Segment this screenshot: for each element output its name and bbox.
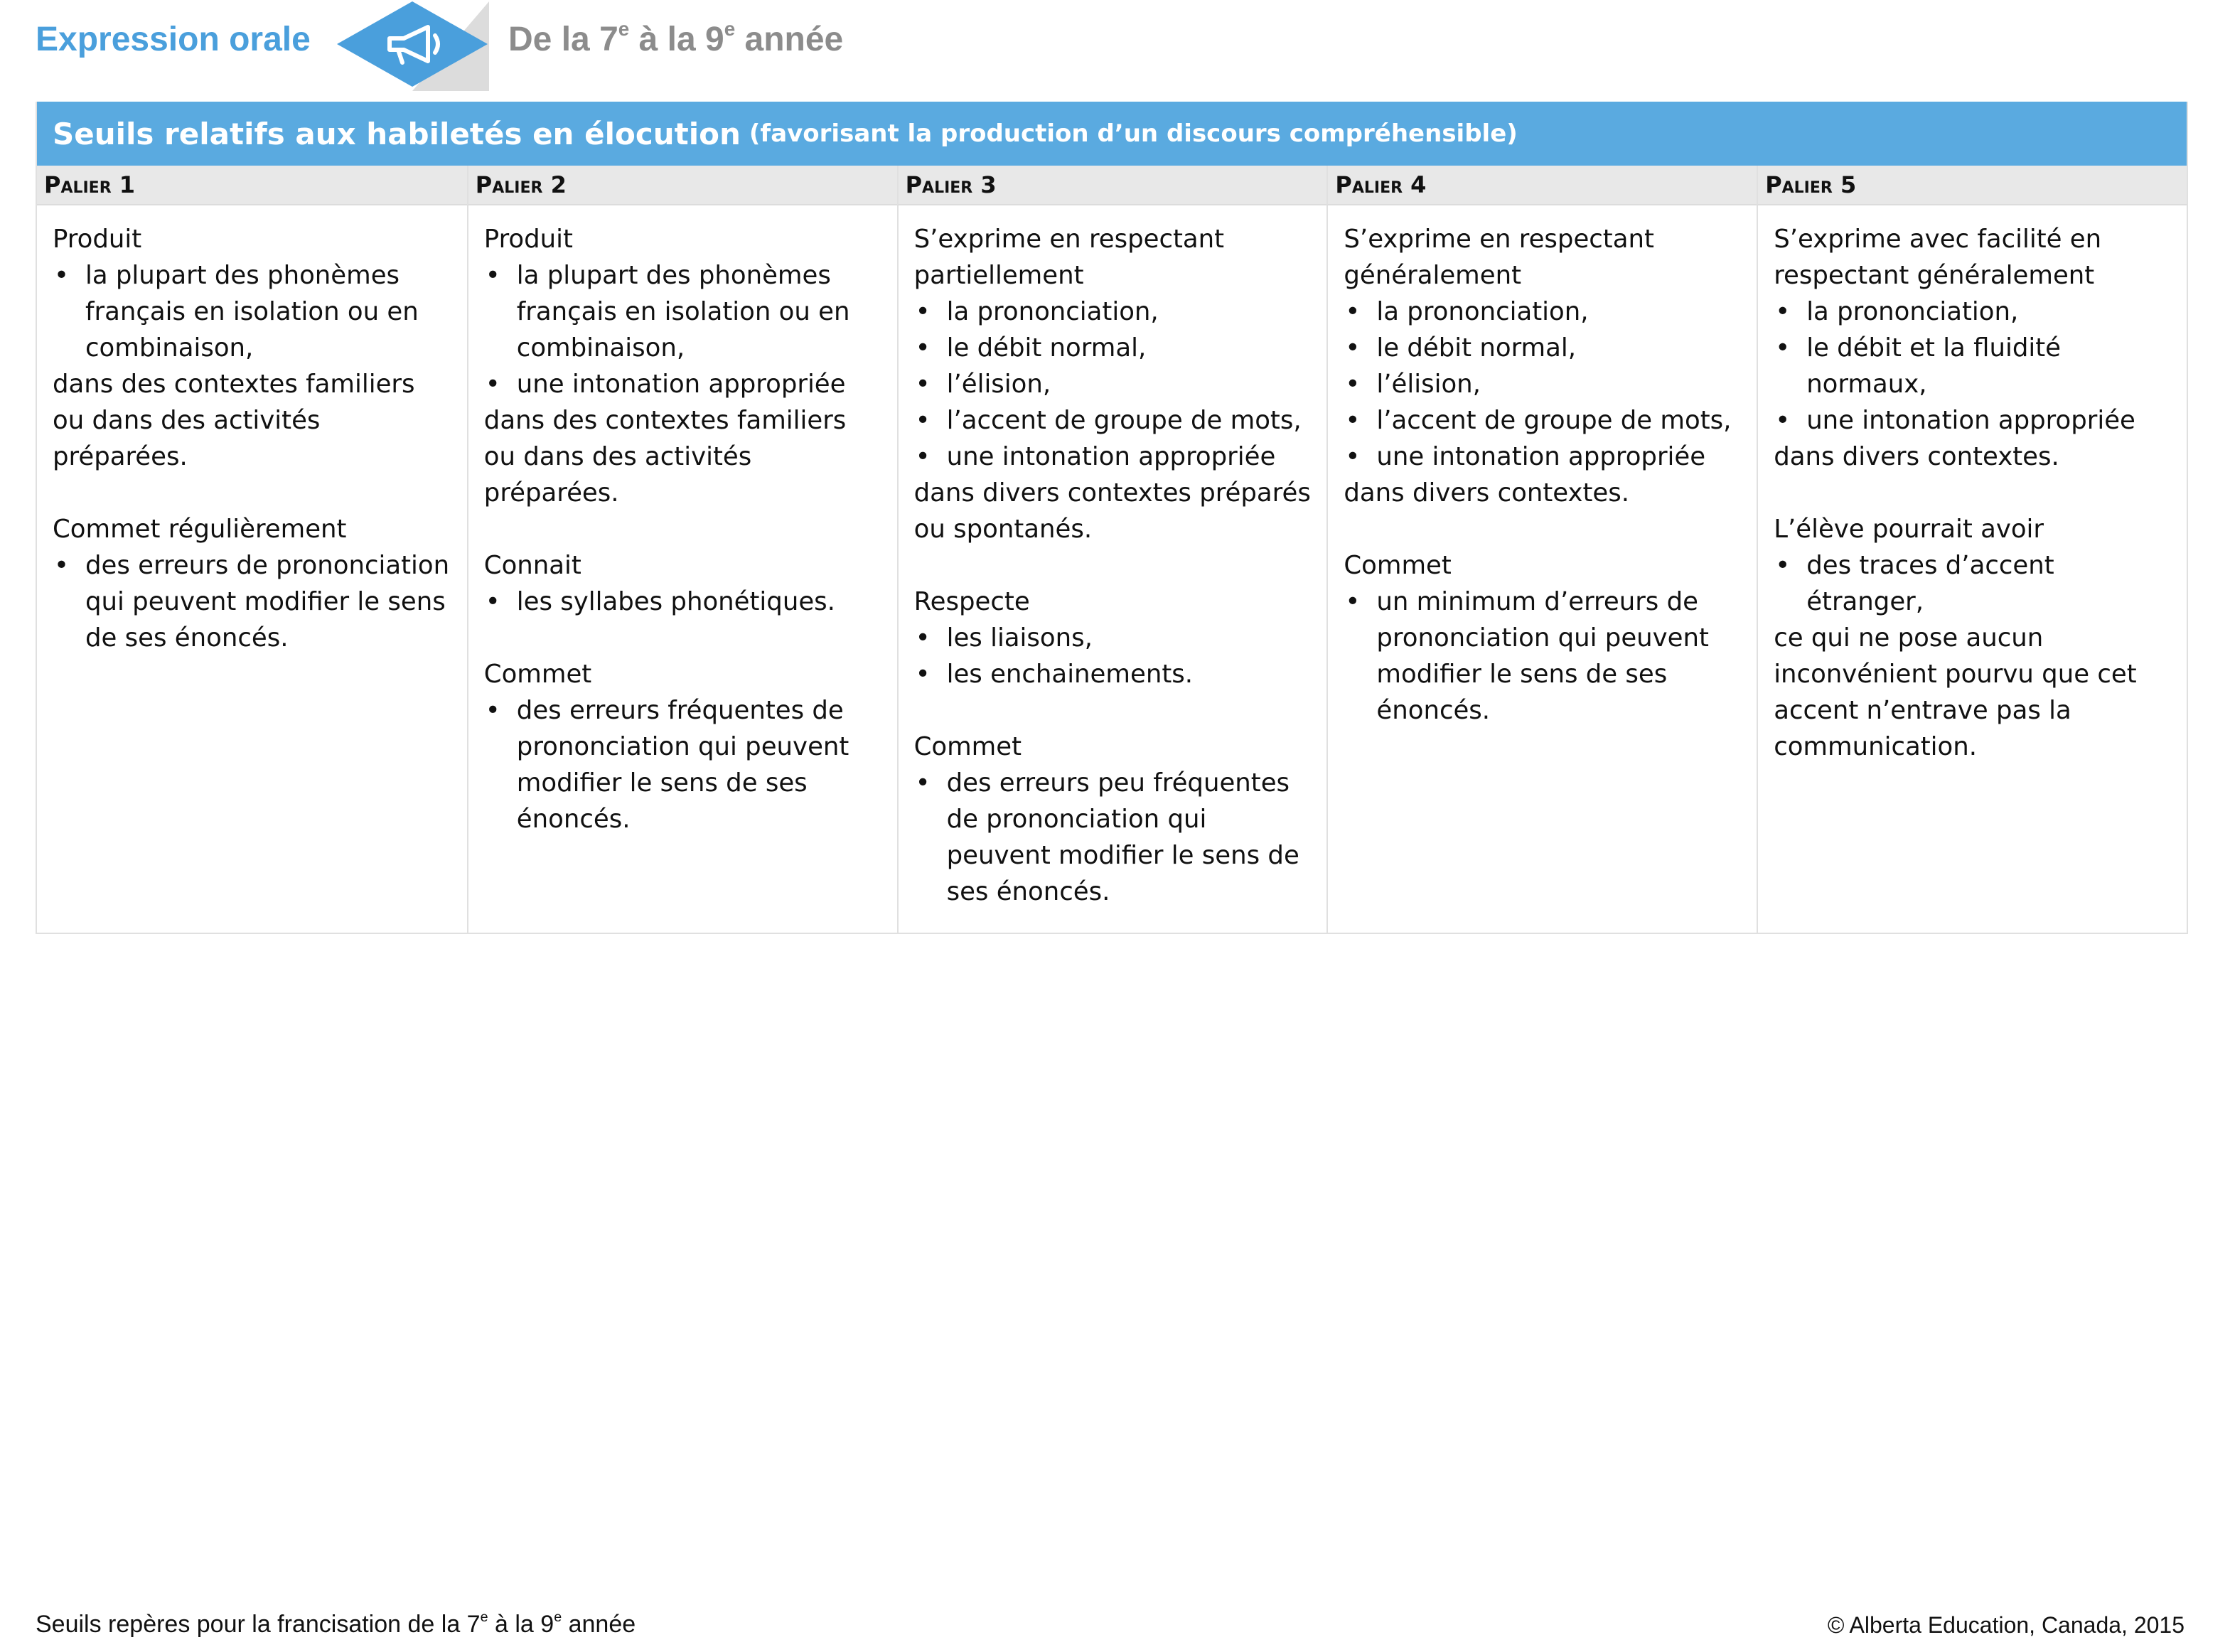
block-intro: Connait <box>483 551 581 580</box>
block-intro: Commet <box>913 732 1022 761</box>
column-header-palier-2: Palier 2 <box>467 166 897 205</box>
list-item: • des erreurs fréquentes de prononciation qui peuvent modifier le sens de ses énoncés. <box>484 692 883 837</box>
megaphone-icon <box>337 1 491 91</box>
list-item: • une intonation appropriée <box>1344 439 1742 475</box>
banner-subtitle: (favorisant la production d’un discours compréhensible) <box>749 119 1518 148</box>
block-outro: dans divers contextes préparés ou spontanés. <box>913 478 1311 544</box>
block-intro: Produit <box>53 225 142 254</box>
list-item: • la prononciation, <box>914 294 1313 330</box>
list-item: • la prononciation, <box>1344 294 1742 330</box>
column-body-palier-4 <box>1326 205 1757 933</box>
column-header-palier-4: Palier 4 <box>1326 166 1757 205</box>
list-item: • la prononciation, <box>1774 294 2172 330</box>
list-item: • les liaisons, <box>914 620 1313 656</box>
column-header-palier-5: Palier 5 <box>1757 166 2187 205</box>
block-outro: dans des contextes familiers ou dans des activités préparées. <box>53 370 415 471</box>
list-item: • une intonation appropriée <box>1774 402 2172 439</box>
bullet-list <box>53 257 453 366</box>
bullet-list <box>1774 294 2172 439</box>
section-title: Expression orale <box>36 21 311 58</box>
bullet-list <box>914 294 1313 475</box>
column-body-palier-3 <box>897 205 1327 933</box>
block-intro: Respecte <box>913 587 1030 616</box>
list-item: • le débit normal, <box>1344 330 1742 366</box>
list-item: • l’accent de groupe de mots, <box>914 402 1313 439</box>
list-item: • des erreurs peu fréquentes de prononciation qui peuvent modifier le sens de ses énoncés. <box>914 765 1313 910</box>
bullet-list <box>914 765 1313 910</box>
column-header-palier-3: Palier 3 <box>897 166 1327 205</box>
block-intro: Commet <box>1344 551 1452 580</box>
list-item: • une intonation appropriée <box>914 439 1313 475</box>
block-outro: dans divers contextes. <box>1344 478 1630 508</box>
block-intro: L’élève pourrait avoir <box>1774 515 2044 544</box>
bullet-list <box>1344 294 1742 475</box>
bullet-list <box>484 692 883 837</box>
bullet-list <box>1774 547 2172 620</box>
bullet-list <box>53 547 453 656</box>
footer-document-title: Seuils repères pour la francisation de la 7e à la 9e année <box>36 1609 636 1638</box>
block-intro: S’exprime en respectant généralement <box>1344 225 1654 290</box>
bullet-list <box>1344 584 1742 729</box>
list-item: • les syllabes phonétiques. <box>484 584 883 620</box>
bullet-list <box>914 620 1313 692</box>
column-body-palier-1 <box>37 205 467 933</box>
footer-copyright: © Alberta Education, Canada, 2015 <box>1827 1612 2185 1638</box>
list-item: • une intonation appropriée <box>484 366 883 402</box>
list-item: • l’élision, <box>914 366 1313 402</box>
bullet-list <box>484 584 883 620</box>
block-outro: ce qui ne pose aucun inconvénient pourvu que cet accent n’entrave pas la communication. <box>1774 623 2137 761</box>
banner-title: Seuils relatifs aux habiletés en élocution <box>53 116 741 151</box>
column-body-row <box>37 205 2187 933</box>
list-item: • l’élision, <box>1344 366 1742 402</box>
block-intro: S’exprime avec facilité en respectant généralement <box>1774 225 2102 290</box>
list-item: • des erreurs de prononciation qui peuvent modifier le sens de ses énoncés. <box>53 547 453 656</box>
block-outro: dans des contextes familiers ou dans des activités préparées. <box>483 406 847 508</box>
column-body-palier-2 <box>467 205 897 933</box>
block-intro: Commet régulièrement <box>53 515 347 544</box>
list-item: • la plupart des phonèmes français en isolation ou en combinaison, <box>53 257 453 366</box>
list-item: • un minimum d’erreurs de prononciation qui peuvent modifier le sens de ses énoncés. <box>1344 584 1742 729</box>
block-outro: dans divers contextes. <box>1774 442 2059 471</box>
thresholds-table <box>36 102 2188 934</box>
list-item: • le débit normal, <box>914 330 1313 366</box>
block-intro: S’exprime en respectant partiellement <box>913 225 1225 290</box>
list-item: • l’accent de groupe de mots, <box>1344 402 1742 439</box>
column-header-row <box>37 166 2187 205</box>
grade-range: De la 7e à la 9e année <box>508 18 844 58</box>
table-banner <box>37 102 2187 166</box>
list-item: • des traces d’accent étranger, <box>1774 547 2172 620</box>
bullet-list <box>484 257 883 402</box>
list-item: • le débit et la fluidité normaux, <box>1774 330 2172 402</box>
block-intro: Produit <box>483 225 573 254</box>
column-header-palier-1: Palier 1 <box>37 166 467 205</box>
list-item: • les enchainements. <box>914 656 1313 692</box>
block-intro: Commet <box>483 660 592 689</box>
list-item: • la plupart des phonèmes français en isolation ou en combinaison, <box>484 257 883 366</box>
column-body-palier-5 <box>1757 205 2187 933</box>
